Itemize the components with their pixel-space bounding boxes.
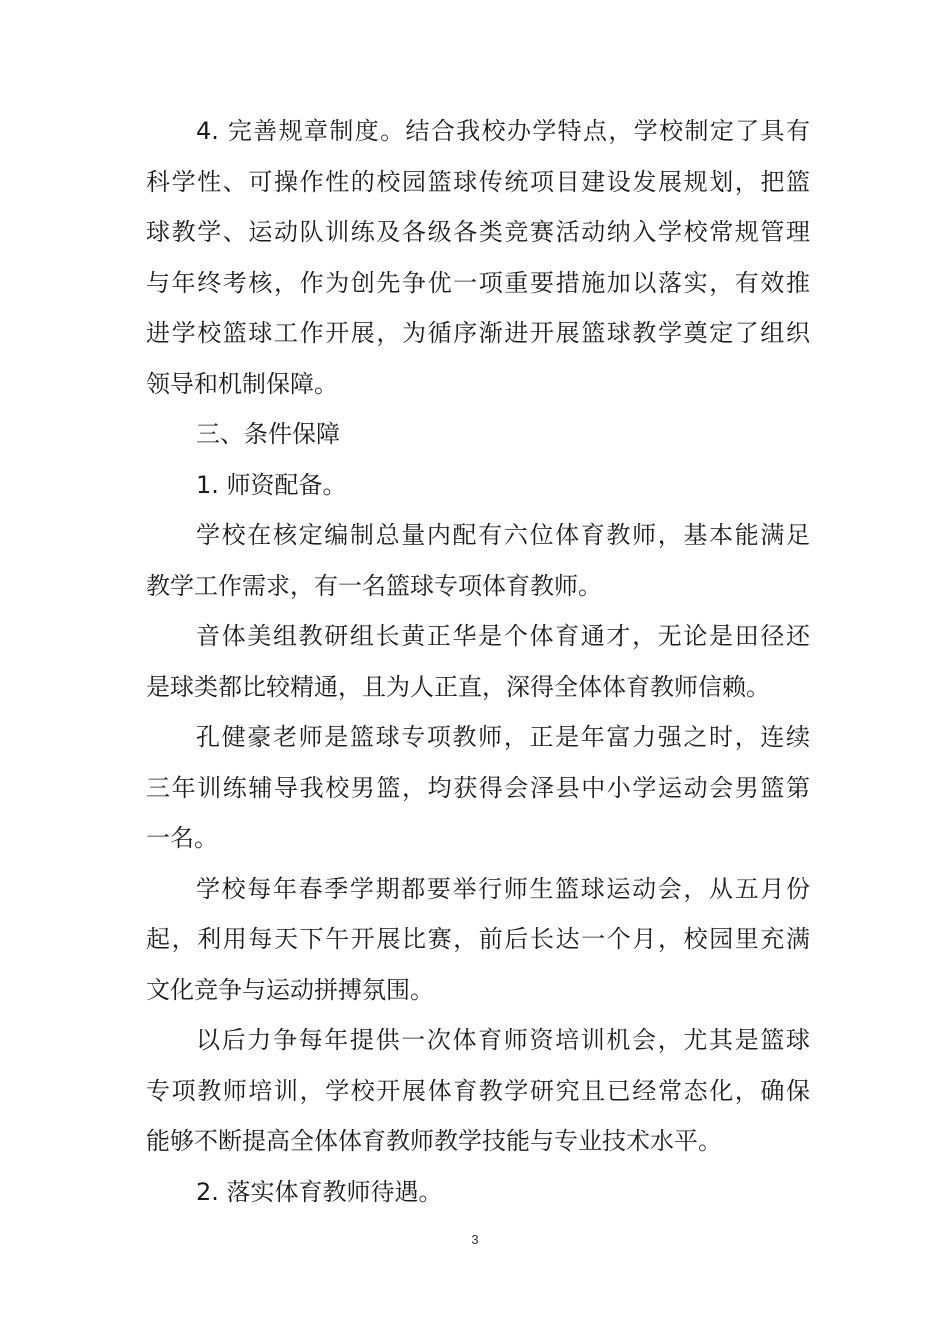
paragraph-p5 — [146, 611, 810, 712]
paragraph-p7 — [146, 864, 810, 1016]
text-line: 是球类都比较精通，且为人正直，深得全体体育教师信赖。 — [146, 672, 770, 701]
paragraph-p4 — [146, 510, 810, 611]
text-line: 学校在核定编制总量内配有六位体育教师，基本能满足 — [196, 521, 810, 549]
text-line: 进学校篮球工作开展，为循序渐进开展篮球教学奠定了组织 — [146, 319, 810, 347]
text-line: 4. 完善规章制度。结合我校办学特点，学校制定了具有 — [196, 117, 810, 145]
document-body — [146, 106, 810, 1217]
text-line: 音体美组教研组长黄正华是个体育通才，无论是田径还 — [196, 622, 810, 650]
text-line: 教学工作需求，有一名篮球专项体育教师。 — [146, 571, 602, 600]
text-line: 孔健豪老师是篮球专项教师，正是年富力强之时，连续 — [196, 723, 810, 751]
paragraph-p2 — [146, 409, 810, 460]
text-line: 三、条件保障 — [196, 420, 340, 448]
text-line: 能够不断提高全体体育教师教学技能与专业技术水平。 — [146, 1127, 722, 1155]
text-line: 以后力争每年提供一次体育师资培训机会，尤其是篮球 — [196, 1026, 810, 1054]
page-number: 3 — [471, 1232, 479, 1247]
text-line: 专项教师培训，学校开展体育教学研究且已经常态化，确保 — [146, 1076, 810, 1105]
paragraph-p9 — [146, 1167, 810, 1218]
text-line: 一名。 — [146, 824, 218, 852]
text-line: 球教学、运动队训练及各级各类竞赛活动纳入学校常规管理 — [146, 218, 810, 246]
paragraph-p8 — [146, 1015, 810, 1167]
text-line: 与年终考核，作为创先争优一项重要措施加以落实，有效推 — [146, 268, 810, 297]
paragraph-p6 — [146, 712, 810, 864]
paragraph-p3 — [146, 460, 810, 511]
text-line: 三年训练辅导我校男篮，均获得会泽县中小学运动会男篮第 — [146, 773, 810, 802]
paragraph-p1 — [146, 106, 810, 409]
text-line: 1. 师资配备。 — [196, 470, 347, 499]
text-line: 领导和机制保障。 — [146, 369, 338, 398]
text-line: 学校每年春季学期都要举行师生篮球运动会，从五月份 — [196, 874, 810, 903]
text-line: 文化竞争与运动拼搏氛围。 — [146, 975, 434, 1004]
text-line: 2. 落实体育教师待遇。 — [196, 1177, 443, 1206]
text-line: 科学性、可操作性的校园篮球传统项目建设发展规划，把篮 — [146, 167, 810, 196]
text-line: 起，利用每天下午开展比赛，前后长达一个月，校园里充满 — [146, 925, 810, 953]
